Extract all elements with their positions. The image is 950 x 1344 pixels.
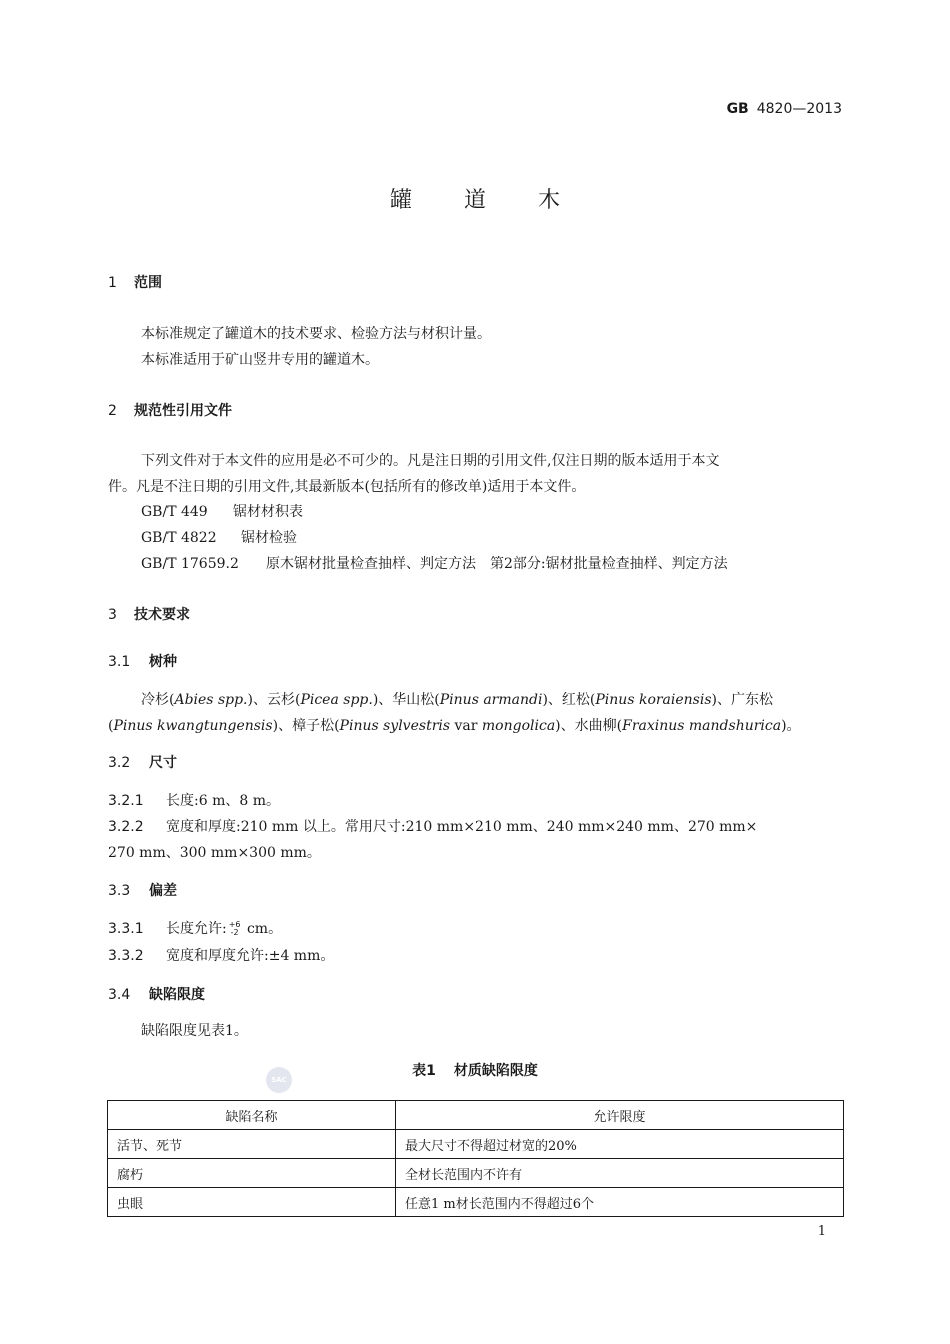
- text: )、广东松: [711, 692, 774, 708]
- clause-number: 3.2.2: [108, 819, 144, 835]
- table-cell: 最大尺寸不得超过材宽的20%: [396, 1130, 844, 1159]
- sac-watermark-logo: SAC: [266, 1067, 292, 1093]
- subsection-number: 3.1: [108, 654, 131, 670]
- document-title: 罐道木: [389, 188, 612, 213]
- reference-title: 原木锯材批量检查抽样、判定方法 第2部分:锯材批量检查抽样、判定方法: [266, 556, 728, 572]
- latin-name: mongolica: [481, 718, 556, 734]
- reference-code: GB/T 4822: [141, 530, 217, 546]
- clause-text: 长度允许:: [166, 921, 227, 937]
- subsection-3-2-heading: [108, 752, 177, 772]
- section-2-heading: [108, 400, 232, 420]
- text: )、红松(: [542, 692, 596, 708]
- subsection-title: 偏差: [149, 883, 177, 899]
- table-row: [108, 1188, 844, 1217]
- table-row: [108, 1159, 844, 1188]
- clause-3-3-1: [108, 918, 282, 938]
- section-number: 1: [108, 275, 117, 291]
- latin-name: Pinus kwangtungensis: [113, 718, 273, 734]
- subsection-3-4-heading: [108, 984, 205, 1004]
- section-title: 规范性引用文件: [134, 403, 232, 419]
- clause-number: 3.3.2: [108, 948, 144, 964]
- paragraph: 下列文件对于本文件的应用是必不可少的。凡是注日期的引用文件,仅注日期的版本适用于本文: [141, 453, 720, 469]
- latin-name: Picea spp.: [300, 692, 373, 708]
- latin-name: Pinus sylvestris: [339, 718, 451, 734]
- text: )。: [781, 718, 801, 734]
- text: 冷杉(: [141, 692, 175, 708]
- page-number: 1: [817, 1224, 826, 1239]
- standard-code: 4820—2013: [756, 101, 842, 117]
- clause-text: 宽度和厚度:210 mm 以上。常用尺寸:210 mm×210 mm、240 mm×240 mm、270 mm×: [166, 819, 758, 835]
- standard-prefix: GB: [726, 101, 749, 117]
- text: )、云杉(: [247, 692, 301, 708]
- clause-3-3-2: [108, 945, 334, 965]
- clause-text: 宽度和厚度允许:±4 mm。: [166, 948, 335, 964]
- subsection-number: 3.2: [108, 755, 131, 771]
- subsection-3-1-heading: [108, 651, 177, 671]
- reference-code: GB/T 17659.2: [141, 556, 239, 572]
- paragraph: 本标准适用于矿山竖井专用的罐道木。: [141, 352, 379, 368]
- tolerance-upper: +6: [228, 920, 241, 929]
- paragraph-continued: 件。凡是不注日期的引用文件,其最新版本(包括所有的修改单)适用于本文件。: [108, 479, 586, 495]
- reference-item: [141, 527, 297, 547]
- paragraph: 本标准规定了罐道木的技术要求、检验方法与材积计量。: [141, 326, 491, 342]
- clause-number: 3.2.1: [108, 793, 144, 809]
- species-line-2: [108, 715, 801, 735]
- table-cell: 全材长范围内不许有: [396, 1159, 844, 1188]
- text: )、水曲柳(: [555, 718, 623, 734]
- species-line-1: [141, 689, 773, 709]
- subsection-title: 尺寸: [149, 755, 177, 771]
- clause-text-continued: 270 mm、300 mm×300 mm。: [108, 845, 321, 861]
- subsection-number: 3.3: [108, 883, 131, 899]
- subsection-title: 缺陷限度: [149, 987, 205, 1003]
- subsection-3-3-heading: [108, 880, 177, 900]
- text: var: [450, 718, 482, 734]
- reference-title: 锯材材积表: [233, 504, 303, 520]
- column-header: 允许限度: [396, 1101, 844, 1130]
- latin-name: Pinus koraiensis: [595, 692, 712, 708]
- text: )、樟子松(: [272, 718, 340, 734]
- section-number: 3: [108, 607, 117, 623]
- text: (: [108, 718, 114, 734]
- reference-code: GB/T 449: [141, 504, 208, 520]
- tolerance-lower: -2: [230, 928, 239, 937]
- paragraph: 缺陷限度见表1。: [141, 1023, 248, 1039]
- text: )、华山松(: [372, 692, 440, 708]
- latin-name: Pinus armandi: [439, 692, 543, 708]
- standard-number: [727, 101, 842, 117]
- table-label: 表1: [412, 1063, 436, 1079]
- subsection-title: 树种: [149, 654, 177, 670]
- column-header: 缺陷名称: [108, 1101, 396, 1130]
- clause-text: 长度:6 m、8 m。: [166, 793, 280, 809]
- clause-3-2-2: [108, 816, 757, 836]
- section-title: 范围: [134, 275, 162, 291]
- table-cell: 活节、死节: [108, 1130, 396, 1159]
- table-caption: [0, 1060, 950, 1080]
- clause-3-2-1: [108, 790, 280, 810]
- subsection-number: 3.4: [108, 987, 131, 1003]
- reference-title: 锯材检验: [241, 530, 297, 546]
- table-row: [108, 1130, 844, 1159]
- clause-number: 3.3.1: [108, 921, 144, 937]
- reference-item: [141, 553, 728, 573]
- table-cell: 虫眼: [108, 1188, 396, 1217]
- table-cell: 腐朽: [108, 1159, 396, 1188]
- defects-table: [107, 1100, 844, 1217]
- tolerance-fraction: [229, 921, 241, 937]
- latin-name: Abies spp.: [174, 692, 248, 708]
- section-1-heading: [108, 272, 162, 292]
- section-number: 2: [108, 403, 117, 419]
- table-title: 材质缺陷限度: [453, 1063, 538, 1079]
- section-title: 技术要求: [134, 607, 190, 623]
- section-3-heading: [108, 604, 190, 624]
- table-header-row: [108, 1101, 844, 1130]
- table-cell: 任意1 m材长范围内不得超过6个: [396, 1188, 844, 1217]
- latin-name: Fraxinus mandshurica: [622, 718, 782, 734]
- clause-unit: cm。: [242, 921, 283, 937]
- reference-item: [141, 501, 303, 521]
